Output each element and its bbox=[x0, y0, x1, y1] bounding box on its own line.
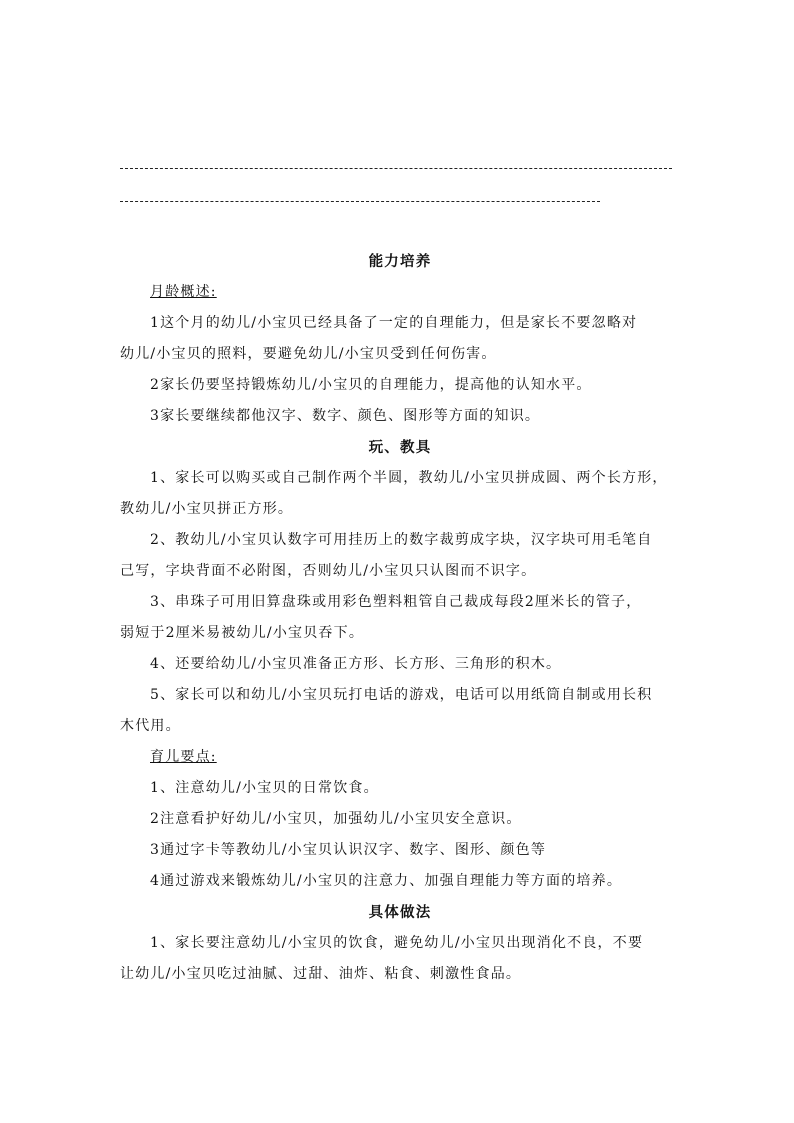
toys-paragraph: 3、串珠子可用旧算盘珠或用彩色塑料粗管自己裁成每段2厘米长的管子， 弱短于2厘米易被幼儿/小宝贝吞下。 bbox=[120, 594, 642, 641]
dashed-separator-line bbox=[120, 201, 600, 202]
dashed-separator-line bbox=[120, 168, 672, 169]
overview-paragraph: 1这个月的幼儿/小宝贝已经具备了一定的自理能力，但是家长不要忽略对 幼儿/小宝贝的照料，要避免幼儿/小宝贝受到任何伤害。 bbox=[120, 315, 638, 362]
section-heading-toys: 玩、教具 bbox=[368, 439, 432, 456]
subheading-keypoints: 育儿要点: bbox=[150, 749, 217, 765]
toys-paragraph: 5、家长可以和幼儿/小宝贝玩打电话的游戏，电话可以用纸筒自制或用长积 木代用。 bbox=[120, 687, 653, 734]
keypoints-paragraph: 2注意看护好幼儿/小宝贝，加强幼儿/小宝贝安全意识。 bbox=[150, 811, 522, 827]
section-heading-methods: 具体做法 bbox=[368, 904, 432, 921]
keypoints-paragraph: 3通过字卡等教幼儿/小宝贝认识汉字、数字、图形、颜色等 bbox=[150, 842, 547, 858]
keypoints-paragraph: 4通过游戏来锻炼幼儿/小宝贝的注意力、加强自理能力等方面的培养。 bbox=[150, 873, 623, 889]
toys-paragraph: 2、教幼儿/小宝贝认数字可用挂历上的数字裁剪成字块，汉字块可用毛笔自 己写，字块背面不必附图，否则幼儿/小宝贝只认图而不识字。 bbox=[120, 532, 653, 579]
overview-paragraph: 2家长仍要坚持锻炼幼儿/小宝贝的自理能力，提高他的认知水平。 bbox=[150, 377, 592, 393]
methods-paragraph: 1、家长要注意幼儿/小宝贝的饮食，避免幼儿/小宝贝出现消化不良，不要 让幼儿/小宝贝吃过油腻、过甜、油炸、粘食、刺激性食品。 bbox=[120, 935, 644, 982]
document-body bbox=[120, 246, 680, 990]
subheading-overview: 月龄概述: bbox=[150, 284, 217, 300]
section-heading-ability: 能力培养 bbox=[368, 253, 432, 270]
keypoints-paragraph: 1、注意幼儿/小宝贝的日常饮食。 bbox=[150, 780, 379, 796]
toys-paragraph: 4、还要给幼儿/小宝贝准备正方形、长方形、三角形的积木。 bbox=[150, 656, 562, 672]
overview-paragraph: 3家长要继续都他汉字、数字、颜色、图形等方面的知识。 bbox=[150, 408, 541, 424]
toys-paragraph: 1、家长可以购买或自己制作两个半圆，教幼儿/小宝贝拼成圆、两个长方形， 教幼儿/小宝贝拼正方形。 bbox=[120, 470, 668, 517]
